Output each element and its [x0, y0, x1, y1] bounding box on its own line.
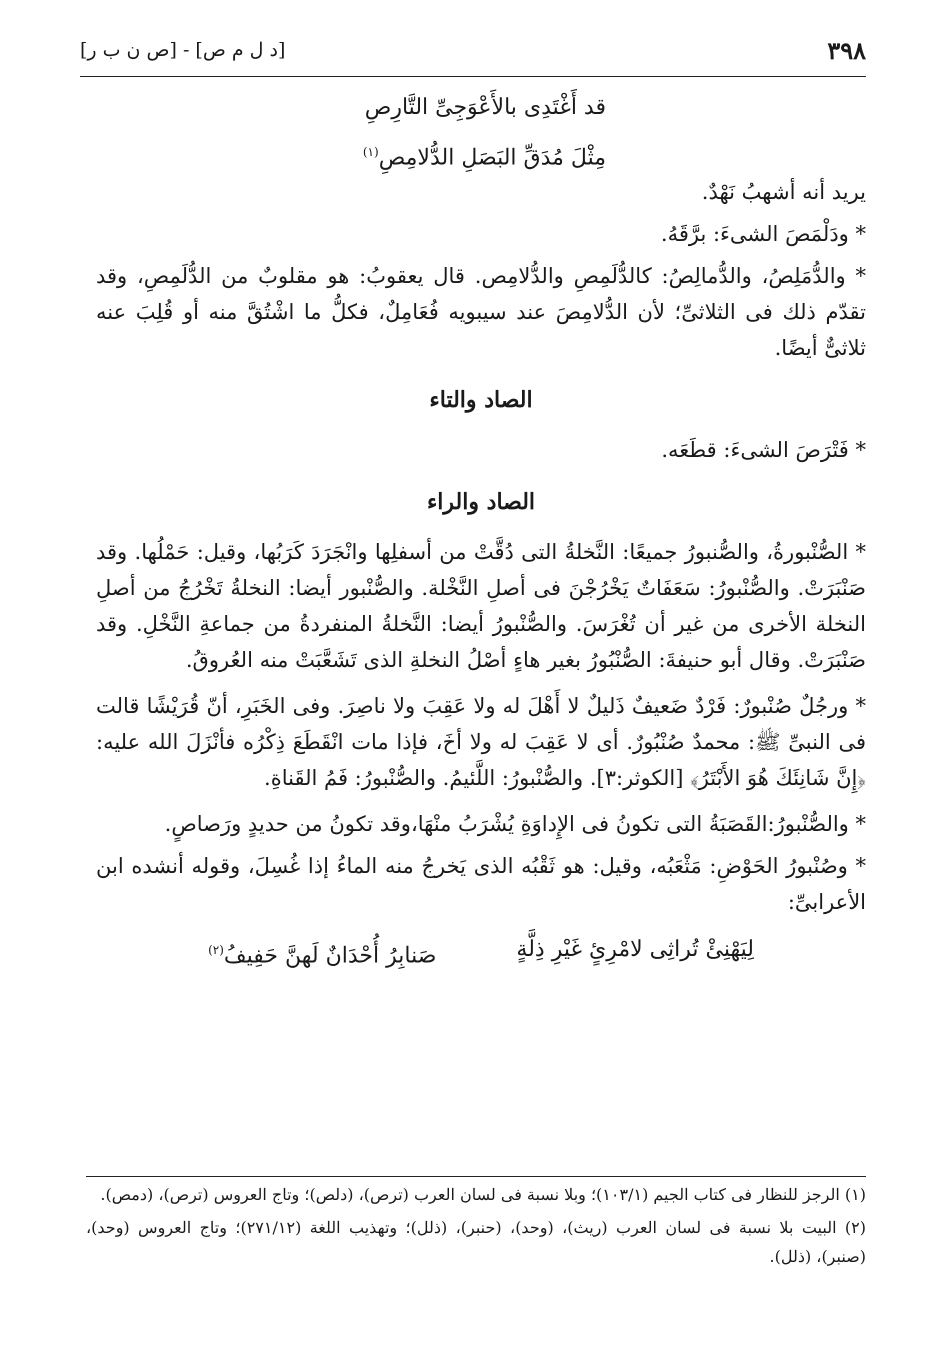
section-title: الصاد والتاء: [429, 387, 533, 413]
paragraph: يريد أنه أشهبُ نَهْدٌ.: [701, 180, 866, 204]
verse-block-1: [96, 86, 866, 174]
page-header: [80, 30, 866, 70]
paragraph: * الصُّنْبورةُ، والصُّنبورُ جميعًا: النَّخلةُ التى دُقَّتْ من أسفلِها وانْجَرَدَ كَرَبُها، وقيل: حَمْلُها. وقد صَنْبَرَتْ. والصُّنْبورُ: سَعَفَاتٌ يَخْرُجْنَ فى أصلِ النَّخْلة. والصُّنْبور أيضا: النخلةُ تَخْرُجُ من أصلِ النخلة الأخرى من غير أن تُغْرَسَ. والصُّنْبورُ أيضا: النَّخلةُ المنفردةُ من جماعةِ النَّخْلِ. وقد صَنْبَرَتْ. وقال أبو حنيفةَ: الصُّنْبُورُ بغير هاءٍ أصْلُ النخلةِ الذى تَشَعَّبَتْ منه العُروقُ.: [96, 540, 867, 672]
footnote-ref-2: (٢): [208, 943, 224, 957]
footnote: (١) الرجز للنظار فى كتاب الجيم (١٠٣/١)؛ وبلا نسبة فى لسان العرب (ترص)، (دلص)؛ وتاج العروس (ترص)، (دمص).: [100, 1185, 866, 1204]
section-title: الصاد والراء: [426, 489, 536, 515]
paragraph: * ورجُلٌ صُنْبورٌ: فَرْدٌ ضَعيفٌ ذَليلٌ لا أَهْلَ له ولا عَقِبَ ولا ناصِرَ. وفى الخَبَرِ، أنّ قُرَيْشًا قالت فى النبىِّ ﷺ: محمدٌ صُنْبُورٌ. أى لا عَقِبَ له ولا أخَ، فإذا مات انْقَطَعَ ذِكْرُه فأنْزَلَ الله عليه: ﴿إِنَّ شَانِئَكَ هُوَ الأَبْتَرُ﴾ [الكوثر:٣]. والصُّنْبورُ: اللَّئيمُ. والصُّنْبورُ: فَمُ القَناةِ.: [96, 694, 866, 790]
paragraph: * وصُنْبورُ الحَوْضِ: مَثْعَبُه، وقيل: هو ثَقْبُه الذى يَخرجُ منه الماءُ إذا غُسِلَ، وقوله أنشده ابن الأعرابىِّ:: [96, 854, 866, 914]
verse-pair: [96, 928, 866, 972]
footnote: (٢) البيت بلا نسبة فى لسان العرب (ريث)، (وحد)، (حنبر)، (ذلل)؛ وتهذيب اللغة (٢٧١/١٢)؛ وتاج العروس (وحد)، (صنبر)، (ذلل).: [86, 1218, 866, 1266]
footnote-ref-1: (١): [362, 145, 379, 159]
paragraph: * والصُّنْبورُ:القَصَبَةُ التى تكونُ فى الإِداوَةِ يُشْرَبُ منْهَا،وقد تكونُ من حديدٍ ورَصاصٍ.: [164, 812, 866, 836]
page-number: ٣٩٨: [827, 35, 866, 65]
paragraph: * والدُّمَلِصُ، والدُّمالِصُ: كالدُّلَمِصِ والدُّلامِص. قال يعقوبُ: هو مقلوبٌ من الدُّلَمِصِ، وقد تقدّم ذلك فى الثلاثىِّ؛ لأن الدُّلامِصَ عند سيبويه فُعَامِلٌ، فكلُّ ما اشْتُقَّ منه أو قُلِبَ عنه ثلاثىٌّ أيضًا.: [96, 264, 866, 360]
verse-line: [96, 130, 606, 174]
verse-line: قد أَغْتَدِى بالأَعْوَجِىِّ التَّارِصِ: [364, 95, 606, 120]
verse-hemistich-text: صَنابِرُ أُحْدَانٌ لَهنَّ حَفِيفُ: [223, 943, 437, 969]
paragraph: * ودَلْمَصَ الشىءَ: برَّقَهُ.: [660, 222, 866, 246]
verse-hemistich-left: [208, 928, 436, 972]
paragraph: * فَتْرَصَ الشىءَ: قطَعَه.: [661, 438, 866, 462]
verse-hemistich-right: لِيَهْنِئْ تُراثِى لامْرِئٍ غَيْرِ ذِلَّةٍ: [516, 937, 754, 962]
header-rule: [80, 76, 866, 77]
main-text: [96, 86, 866, 972]
footnote-rule: [86, 1176, 866, 1177]
footnotes: [86, 1180, 866, 1275]
verse-line-text: مِثْلَ مُدَقِّ البَصَلِ الدُّلامِصِ: [378, 145, 606, 171]
running-head: [د ل م ص] - [ص ن ب ر]: [80, 39, 286, 61]
